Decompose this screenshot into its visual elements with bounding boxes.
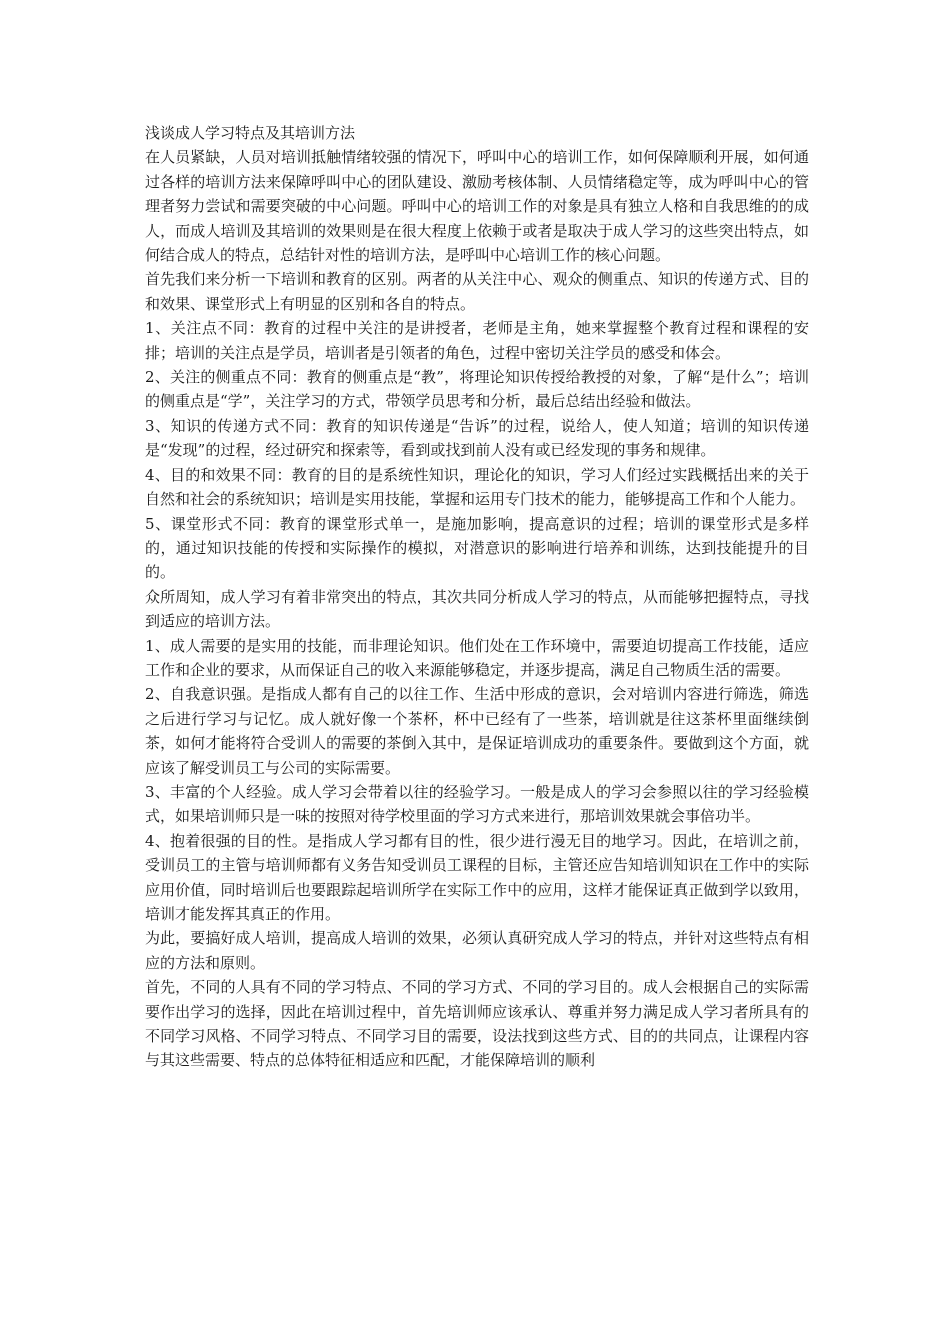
paragraph-feature-1: 1、成人需要的是实用的技能，而非理论知识。他们处在工作环境中，需要迫切提高工作技能，适应工作和企业的要求，从而保证自己的收入来源能够稳定，并逐步提高，满足自己物质生活的需要。 xyxy=(145,636,809,679)
document-body xyxy=(145,121,809,1073)
paragraph-difference-5: 5、课堂形式不同：教育的课堂形式单一，是施加影响，提高意识的过程；培训的课堂形式是多样的，通过知识技能的传授和实际操作的模拟，对潜意识的影响进行培养和训练，达到技能提升的目的。 xyxy=(145,514,809,582)
paragraph-difference-3: 3、知识的传递方式不同：教育的知识传递是“告诉”的过程，说给人，使人知道；培训的知识传递是“发现”的过程，经过研究和探索等，看到或找到前人没有或已经发现的事务和规律。 xyxy=(145,416,809,460)
paragraph-difference-1: 1、关注点不同：教育的过程中关注的是讲授者，老师是主角，她来掌握整个教育过程和课程的安排；培训的关注点是学员，培训者是引领者的角色，过程中密切关注学员的感受和体会。 xyxy=(145,319,809,362)
paragraph-difference-4: 4、目的和效果不同：教育的目的是系统性知识，理论化的知识，学习人们经过实践概括出来的关于自然和社会的系统知识；培训是实用技能，掌握和运用专门技术的能力，能够提高工作和个人能力。 xyxy=(145,465,809,509)
paragraph-first-principle: 首先，不同的人具有不同的学习特点、不同的学习方式、不同的学习目的。成人会根据自己的实际需要作出学习的选择，因此在培训过程中，首先培训师应该承认、尊重并努力满足成人学习者所具有的不同学习风格、不同学习特点、不同学习目的需要，设法找到这些方式、目的的共同点，让课程内容与其这些需要、特点的总体特征相适应和匹配，才能保障培训的顺利 xyxy=(145,978,809,1070)
paragraph-feature-4: 4、抱着很强的目的性。是指成人学习都有目的性，很少进行漫无目的地学习。因此，在培训之前，受训员工的主管与培训师都有义务告知受训员工课程的目标，主管还应告知培训知识在工作中的实际应用价值，同时培训后也要跟踪起培训所学在实际工作中的应用，这样才能保证真正做到学以致用，培训才能发挥其真正的作用。 xyxy=(145,831,809,923)
document-title: 浅谈成人学习特点及其培训方法 xyxy=(145,124,356,142)
paragraph-conclusion: 为此，要搞好成人培训，提高成人培训的效果，必须认真研究成人学习的特点，并针对这些特点有相应的方法和原则。 xyxy=(145,929,809,972)
paragraph-intro: 在人员紧缺，人员对培训抵触情绪较强的情况下，呼叫中心的培训工作，如何保障顺利开展，如何通过各样的培训方法来保障呼叫中心的团队建设、激励考核体制、人员情绪稳定等，成为呼叫中心的管理者努力尝试和需要突破的中心问题。呼叫中心的培训工作的对象是具有独立人格和自我思维的的成人，而成人培训及其培训的效果则是在很大程度上依赖于或者是取决于成人学习的这些突出特点，如何结合成人的特点，总结针对性的培训方法，是呼叫中心培训工作的核心问题。 xyxy=(145,148,809,265)
paragraph-feature-3: 3、丰富的个人经验。成人学习会带着以往的经验学习。一般是成人的学习会参照以往的学习经验模式，如果培训师只是一味的按照对待学校里面的学习方式来进行，那培训效果就会事倍功半。 xyxy=(145,782,809,826)
paragraph-difference-2: 2、关注的侧重点不同：教育的侧重点是“教”，将理论知识传授给教授的对象，了解“是什么”；培训的侧重点是“学”，关注学习的方式，带领学员思考和分析，最后总结出经验和做法。 xyxy=(145,368,809,411)
paragraph-features-intro: 众所周知，成人学习有着非常突出的特点，其次共同分析成人学习的特点，从而能够把握特点，寻找到适应的培训方法。 xyxy=(145,587,809,631)
paragraph-difference-intro: 首先我们来分析一下培训和教育的区别。两者的从关注中心、观众的侧重点、知识的传递方式、目的和效果、课堂形式上有明显的区别和各自的特点。 xyxy=(145,270,809,313)
paragraph-feature-2: 2、自我意识强。是指成人都有自己的以往工作、生活中形成的意识，会对培训内容进行筛选，筛选之后进行学习与记忆。成人就好像一个茶杯，杯中已经有了一些茶，培训就是往这茶杯里面继续倒茶，如何才能将符合受训人的需要的茶倒入其中，是保证培训成功的重要条件。要做到这个方面，就应该了解受训员工与公司的实际需要。 xyxy=(145,685,809,777)
